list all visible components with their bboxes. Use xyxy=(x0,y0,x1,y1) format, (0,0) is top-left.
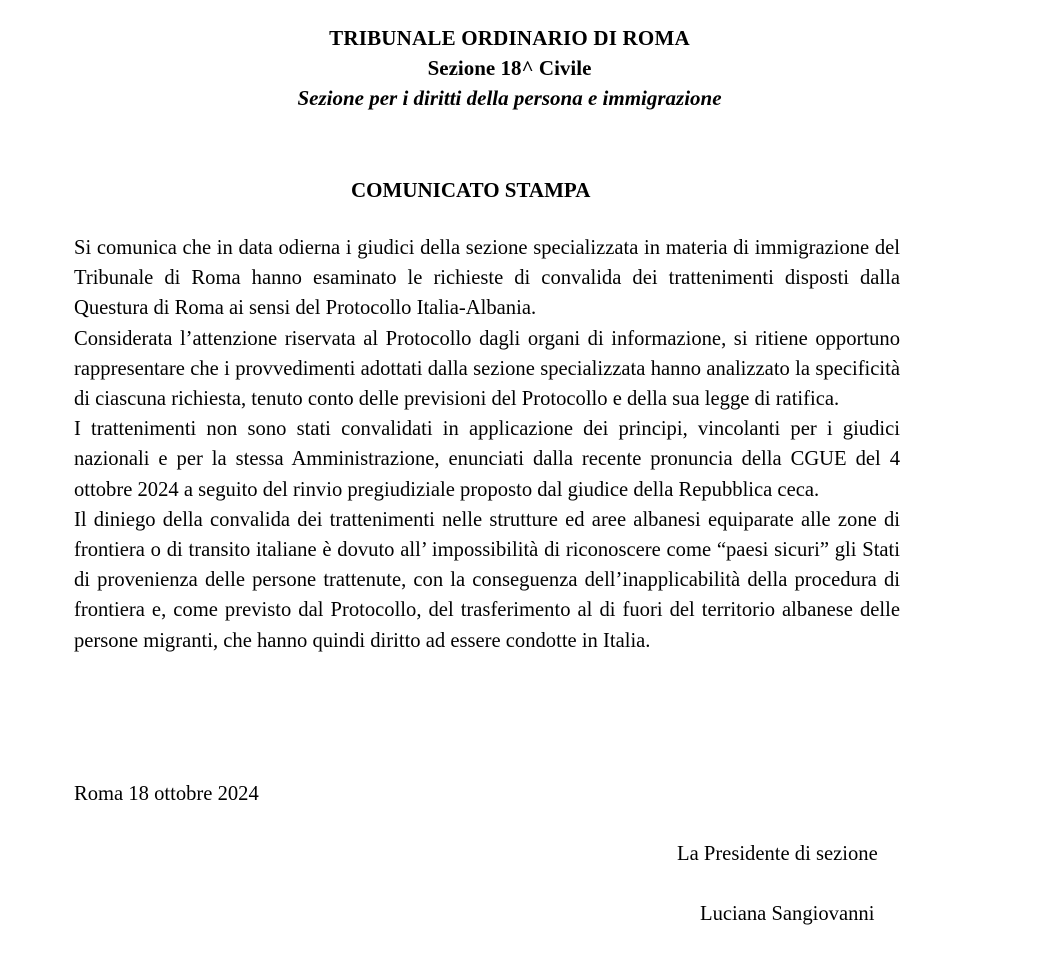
signatory-name: Luciana Sangiovanni xyxy=(700,903,875,925)
body-paragraph: Si comunica che in data odierna i giudici della sezione specializzata in materia di immigrazione del Tribunale di Roma hanno esaminato le richieste di convalida dei trattenimenti disposti dalla Questura di Roma ai sensi del Protocollo Italia-Albania. xyxy=(74,237,900,320)
body-paragraph: I trattenimenti non sono stati convalidati in applicazione dei principi, vincolanti per i giudici nazionali e per la stessa Amministrazione, enunciati dalla recente pronuncia della CGUE del 4 ottobre 2024 a seguito del rinvio pregiudiziale proposto dal giudice della Repubblica ceca. xyxy=(74,418,900,501)
section-name: Sezione 18^ Civile xyxy=(427,56,592,80)
court-name: TRIBUNALE ORDINARIO DI ROMA xyxy=(329,26,690,50)
body-paragraph: Il diniego della convalida dei trattenimenti nelle strutture ed aree albanesi equiparate alle zone di frontiera o di transito italiane è dovuto all’ impossibilità di riconoscere come “paesi sicuri” gli Stati di provenienza delle persone trattenute, con la conseguenza dell’inapplicabilità della procedura di frontiera e, come previsto dal Protocollo, del trasferimento al di fuori del territorio albanese delle persone migranti, che hanno quindi diritto ad essere condotte in Italia. xyxy=(74,508,900,652)
signatory-role: La Presidente di sezione xyxy=(677,843,878,865)
body-paragraph: Considerata l’attenzione riservata al Protocollo dagli organi di informazione, si ritiene opportuno rappresentare che i provvedimenti adottati dalla sezione specializzata hanno analizzato la specificità di ciascuna richiesta, tenuto conto delle previsioni del Protocollo e della sua legge di ratifica. xyxy=(74,327,900,411)
subsection-name: Sezione per i diritti della persona e immigrazione xyxy=(297,86,722,110)
place-and-date: Roma 18 ottobre 2024 xyxy=(74,783,259,805)
press-release-body xyxy=(74,233,900,656)
document-title: COMUNICATO STAMPA xyxy=(351,178,591,202)
